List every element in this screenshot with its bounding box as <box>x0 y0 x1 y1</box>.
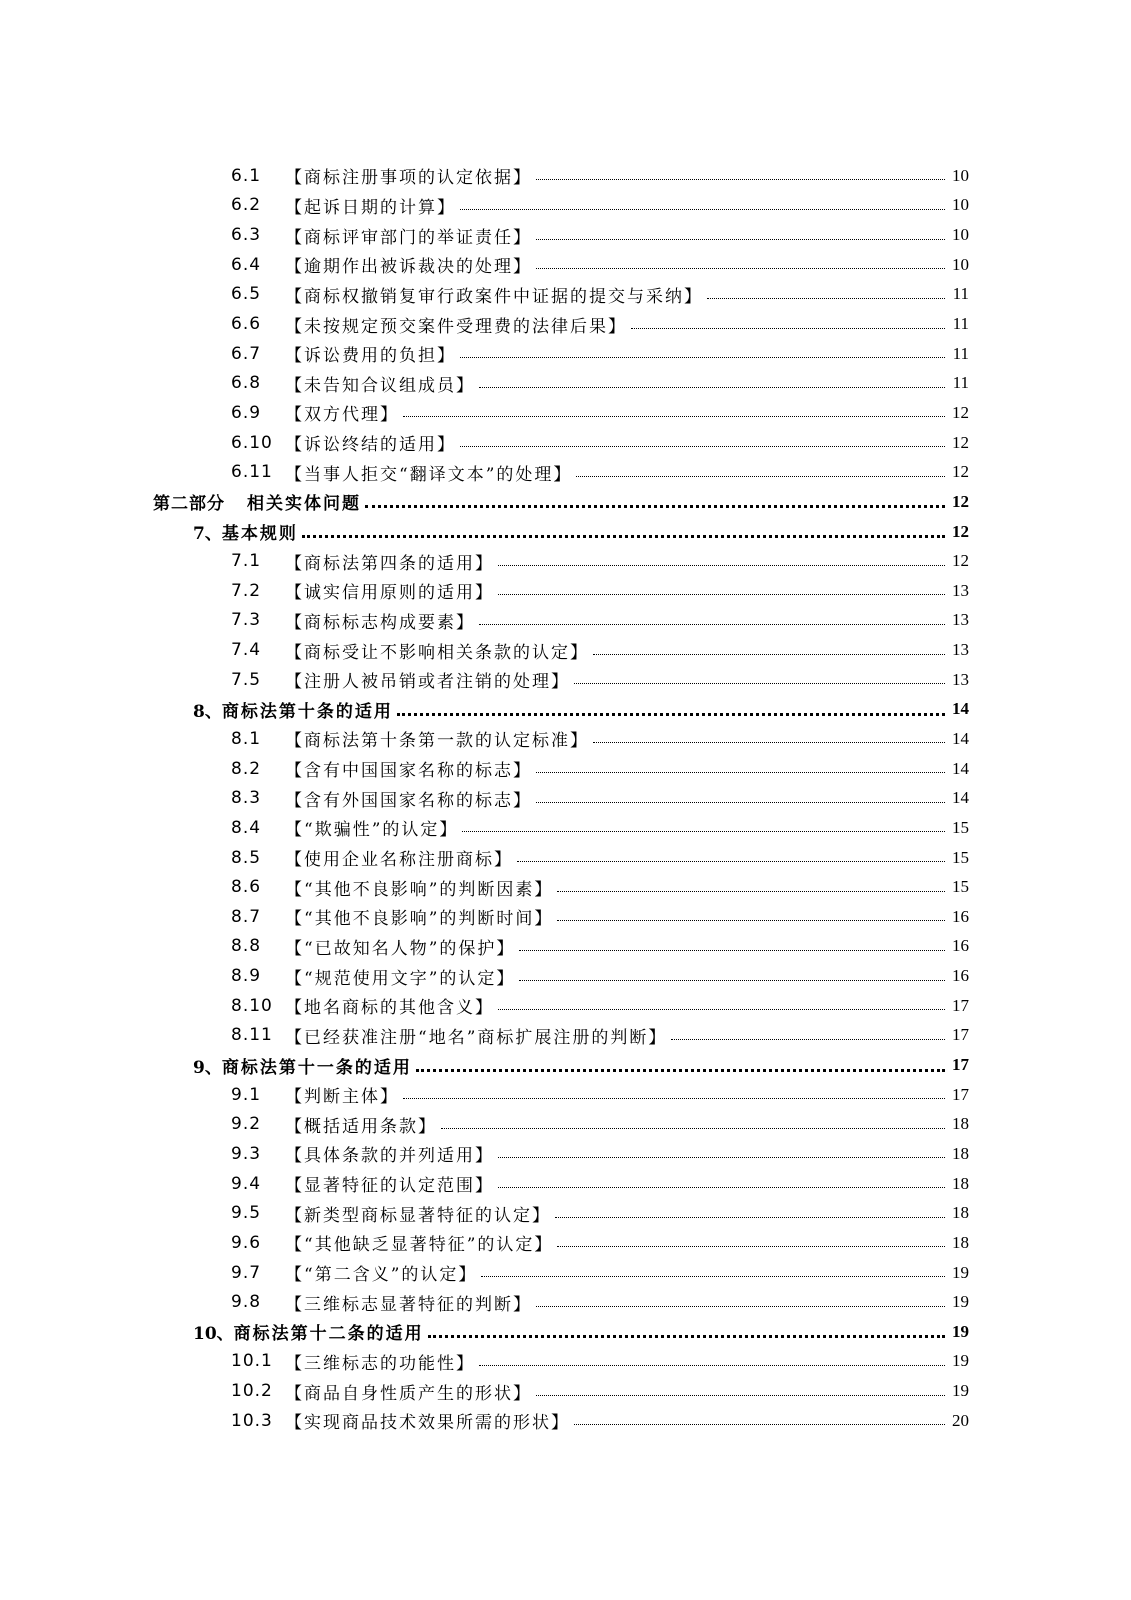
toc-entry-number: 7、 <box>193 524 222 544</box>
toc-entry-page-number: 17 <box>952 995 969 1015</box>
toc-entry-title: 【概括适用条款】 <box>285 1116 437 1137</box>
toc-entry-page-number: 17 <box>952 1055 969 1075</box>
toc-entry[interactable] <box>231 667 969 692</box>
dot-leader <box>593 654 945 655</box>
toc-entry[interactable] <box>193 697 969 722</box>
toc-entry-number: 8.5 <box>231 847 262 868</box>
toc-entry-page-number: 18 <box>952 1143 969 1163</box>
toc-row <box>0 1050 1131 1080</box>
toc-entry-title: 【商标评审部门的举证责任】 <box>285 227 532 248</box>
dot-leader <box>498 565 945 566</box>
dot-leader <box>302 535 945 538</box>
table-of-contents <box>0 161 1131 1436</box>
toc-entry-title: 【注册人被吊销或者注销的处理】 <box>285 672 570 693</box>
toc-row <box>0 250 1131 280</box>
dot-leader <box>536 239 945 240</box>
toc-entry-page-number: 11 <box>952 373 969 393</box>
toc-entry-page-number: 13 <box>952 580 969 600</box>
dot-leader <box>536 179 945 180</box>
dot-leader <box>555 1217 945 1218</box>
toc-entry-page-number: 15 <box>952 847 969 867</box>
toc-entry-number: 8.4 <box>231 817 262 838</box>
toc-entry-title: 【双方代理】 <box>285 405 399 426</box>
toc-entry-number: 7.4 <box>231 640 262 661</box>
toc-row <box>0 368 1131 398</box>
toc-entry-page-number: 10 <box>952 225 969 245</box>
toc-entry-title: 基本规则 <box>221 524 298 544</box>
toc-entry-page-number: 17 <box>952 1025 969 1045</box>
dot-leader <box>479 624 945 625</box>
toc-entry-page-number: 19 <box>952 1381 969 1401</box>
toc-entry-page-number: 18 <box>952 1114 969 1134</box>
toc-entry-number: 6.2 <box>231 195 262 216</box>
toc-row <box>0 665 1131 695</box>
toc-entry-page-number: 14 <box>952 758 969 778</box>
toc-entry-title: 【逾期作出被诉裁决的处理】 <box>285 257 532 278</box>
toc-entry-page-number: 12 <box>952 402 969 422</box>
toc-entry-title: 【诉讼终结的适用】 <box>285 435 456 456</box>
toc-entry-title: 【显著特征的认定范围】 <box>285 1176 494 1197</box>
toc-entry-page-number: 14 <box>952 788 969 808</box>
toc-entry-number: 8.9 <box>231 966 262 987</box>
toc-row <box>0 428 1131 458</box>
dot-leader <box>498 1157 945 1158</box>
toc-entry[interactable] <box>231 1408 969 1433</box>
toc-row <box>0 1198 1131 1228</box>
toc-row <box>0 1169 1131 1199</box>
toc-entry[interactable] <box>231 964 969 989</box>
toc-entry-page-number: 10 <box>952 254 969 274</box>
dot-leader <box>536 268 945 269</box>
toc-entry-title: 【使用企业名称注册商标】 <box>285 850 513 871</box>
toc-row <box>0 872 1131 902</box>
toc-entry-number: 第二部分 <box>153 494 225 515</box>
toc-entry-page-number: 10 <box>952 195 969 215</box>
toc-entry[interactable] <box>231 993 969 1018</box>
toc-entry-number: 9.7 <box>231 1262 262 1283</box>
toc-entry-title: 【判断主体】 <box>285 1087 399 1108</box>
toc-entry-page-number: 18 <box>952 1173 969 1193</box>
toc-entry[interactable] <box>231 341 969 366</box>
toc-entry-title: 【商标标志构成要素】 <box>285 612 475 633</box>
toc-row <box>0 220 1131 250</box>
toc-entry-title: 【“欺骗性”的认定】 <box>285 820 459 841</box>
toc-row <box>0 635 1131 665</box>
toc-entry-page-number: 16 <box>952 966 969 986</box>
toc-entry-title: 【“其他不良影响”的判断时间】 <box>285 909 554 930</box>
toc-entry-number: 6.7 <box>231 343 262 364</box>
dot-leader <box>593 742 945 743</box>
toc-entry-title: 【具体条款的并列适用】 <box>285 1146 494 1167</box>
toc-entry-number: 8.3 <box>231 788 262 809</box>
dot-leader <box>517 861 945 862</box>
toc-row <box>0 1228 1131 1258</box>
toc-entry-number: 6.8 <box>231 373 262 394</box>
dot-leader <box>576 476 945 477</box>
toc-entry[interactable] <box>231 638 969 663</box>
toc-entry-title: 【商标受让不影响相关条款的认定】 <box>285 642 589 663</box>
toc-entry-title: 【“第二含义”的认定】 <box>285 1265 478 1286</box>
toc-entry-page-number: 18 <box>952 1203 969 1223</box>
toc-entry[interactable] <box>231 1082 969 1107</box>
toc-entry-title: 【起诉日期的计算】 <box>285 197 456 218</box>
dot-leader <box>479 1365 945 1366</box>
toc-entry-title: 【未按规定预交案件受理费的法律后果】 <box>285 316 627 337</box>
toc-row <box>0 1139 1131 1169</box>
toc-entry-number: 8、 <box>193 701 222 722</box>
toc-entry-title: 【当事人拒交“翻译文本”的处理】 <box>285 464 573 485</box>
toc-entry-number: 9.6 <box>231 1232 262 1253</box>
toc-row <box>0 576 1131 606</box>
toc-entry[interactable] <box>231 608 969 633</box>
toc-entry-page-number: 17 <box>952 1084 969 1104</box>
toc-entry-page-number: 16 <box>952 906 969 926</box>
toc-entry-page-number: 12 <box>952 551 969 571</box>
dot-leader <box>536 1306 945 1307</box>
toc-entry-page-number: 16 <box>952 936 969 956</box>
toc-entry-page-number: 14 <box>952 728 969 748</box>
toc-entry-number: 8.7 <box>231 906 262 927</box>
toc-row <box>0 1080 1131 1110</box>
dot-leader <box>707 298 945 299</box>
toc-entry[interactable] <box>231 1171 969 1196</box>
toc-entry[interactable] <box>231 549 969 574</box>
toc-row <box>0 309 1131 339</box>
toc-entry-title: 【三维标志的功能性】 <box>285 1353 475 1374</box>
toc-entry-number: 8.8 <box>231 936 262 957</box>
dot-leader <box>460 446 945 447</box>
toc-entry[interactable] <box>231 400 969 425</box>
toc-row <box>0 398 1131 428</box>
toc-row <box>0 932 1131 962</box>
dot-leader <box>481 1276 945 1277</box>
dot-leader <box>498 1187 945 1188</box>
toc-entry-number: 10、 <box>193 1324 234 1345</box>
dot-leader <box>519 950 945 951</box>
toc-entry[interactable] <box>231 1141 969 1166</box>
toc-entry-page-number: 12 <box>952 462 969 482</box>
toc-entry-title: 【新类型商标显著特征的认定】 <box>285 1205 551 1226</box>
toc-entry[interactable] <box>153 489 969 514</box>
toc-row <box>0 1258 1131 1288</box>
toc-row <box>0 813 1131 843</box>
toc-entry-number: 10.3 <box>231 1410 273 1431</box>
toc-entry-title: 【诉讼费用的负担】 <box>285 346 456 367</box>
toc-entry-number: 6.6 <box>231 314 262 335</box>
dot-leader <box>519 980 945 981</box>
toc-entry[interactable] <box>193 1053 969 1078</box>
toc-row <box>0 1376 1131 1406</box>
toc-entry[interactable] <box>231 282 969 307</box>
toc-entry-title: 【已经获准注册“地名”商标扩展注册的判断】 <box>285 1027 668 1048</box>
toc-row <box>0 1021 1131 1051</box>
dot-leader <box>536 802 945 803</box>
toc-entry[interactable] <box>231 1260 969 1285</box>
dot-leader <box>498 594 945 595</box>
toc-entry-number: 6.3 <box>231 225 262 246</box>
toc-row <box>0 991 1131 1021</box>
toc-row <box>0 695 1131 725</box>
dot-leader <box>397 713 945 716</box>
toc-entry[interactable] <box>231 1230 969 1255</box>
toc-entry-title: 【“其他不良影响”的判断因素】 <box>285 879 554 900</box>
toc-entry[interactable] <box>231 223 969 248</box>
toc-entry-number: 9.8 <box>231 1292 262 1313</box>
toc-entry-page-number: 13 <box>952 610 969 630</box>
dot-leader <box>498 1009 945 1010</box>
toc-entry-title: 【三维标志显著特征的判断】 <box>285 1294 532 1315</box>
toc-entry-page-number: 13 <box>952 669 969 689</box>
toc-entry-number: 8.1 <box>231 728 262 749</box>
toc-entry-title: 【实现商品技术效果所需的形状】 <box>285 1413 570 1434</box>
toc-entry[interactable] <box>231 252 969 277</box>
dot-leader <box>557 891 945 892</box>
toc-entry-number: 10.2 <box>231 1381 273 1402</box>
toc-entry-page-number: 18 <box>952 1232 969 1252</box>
toc-row <box>0 517 1131 547</box>
toc-entry-title: 【诚实信用原则的适用】 <box>285 583 494 604</box>
toc-row <box>0 1287 1131 1317</box>
toc-entry-page-number: 13 <box>952 640 969 660</box>
toc-entry[interactable] <box>231 1349 969 1374</box>
toc-entry-number: 7.3 <box>231 610 262 631</box>
toc-entry-title: 相关实体问题 <box>247 494 361 515</box>
dot-leader <box>574 1424 945 1425</box>
toc-row <box>0 546 1131 576</box>
toc-entry-page-number: 20 <box>952 1410 969 1430</box>
toc-entry-title: 【含有外国国家名称的标志】 <box>285 790 532 811</box>
dot-leader <box>441 1128 945 1129</box>
toc-entry-title: 【商标法第四条的适用】 <box>285 553 494 574</box>
toc-row <box>0 161 1131 191</box>
toc-row <box>0 1406 1131 1436</box>
toc-row <box>0 843 1131 873</box>
dot-leader <box>574 683 945 684</box>
toc-entry-number: 9.1 <box>231 1084 262 1105</box>
toc-entry[interactable] <box>231 193 969 218</box>
toc-entry[interactable] <box>231 371 969 396</box>
toc-entry-number: 6.5 <box>231 284 262 305</box>
toc-row <box>0 487 1131 517</box>
toc-row <box>0 724 1131 754</box>
toc-entry-number: 6.11 <box>231 462 273 483</box>
toc-entry-number: 8.10 <box>231 995 273 1016</box>
toc-entry-title: 商标法第十一条的适用 <box>221 1057 412 1078</box>
toc-entry-number: 7.1 <box>231 551 262 572</box>
toc-row <box>0 961 1131 991</box>
toc-entry[interactable] <box>231 312 969 337</box>
dot-leader <box>403 1098 945 1099</box>
toc-entry[interactable] <box>231 578 969 603</box>
dot-leader <box>365 505 945 508</box>
toc-entry-title: 【地名商标的其他含义】 <box>285 998 494 1019</box>
toc-entry-page-number: 10 <box>952 165 969 185</box>
toc-entry-title: 【商标注册事项的认定依据】 <box>285 168 532 189</box>
dot-leader <box>428 1335 945 1338</box>
toc-entry-page-number: 19 <box>952 1262 969 1282</box>
toc-row <box>0 457 1131 487</box>
dot-leader <box>479 387 945 388</box>
toc-entry-number: 9.5 <box>231 1203 262 1224</box>
toc-entry-page-number: 19 <box>952 1292 969 1312</box>
toc-entry-page-number: 19 <box>952 1351 969 1371</box>
toc-entry-title: 商标法第十二条的适用 <box>233 1324 424 1345</box>
toc-entry-page-number: 12 <box>952 491 969 511</box>
toc-row <box>0 754 1131 784</box>
toc-entry-title: 【“规范使用文字”的认定】 <box>285 968 516 989</box>
toc-row <box>0 902 1131 932</box>
toc-entry-title: 【含有中国国家名称的标志】 <box>285 761 532 782</box>
toc-entry-number: 7.5 <box>231 669 262 690</box>
toc-entry[interactable] <box>231 1290 969 1315</box>
toc-entry-title: 商标法第十条的适用 <box>221 701 393 722</box>
toc-entry-title: 【商标法第十条第一款的认定标准】 <box>285 731 589 752</box>
dot-leader <box>536 1395 945 1396</box>
dot-leader <box>557 920 945 921</box>
toc-entry[interactable] <box>231 845 969 870</box>
toc-entry-page-number: 11 <box>952 314 969 334</box>
toc-entry-number: 6.4 <box>231 254 262 275</box>
toc-entry[interactable] <box>231 934 969 959</box>
toc-row <box>0 1347 1131 1377</box>
toc-entry[interactable] <box>231 460 969 485</box>
toc-row <box>0 783 1131 813</box>
toc-entry-number: 9、 <box>193 1057 222 1078</box>
toc-entry-number: 8.11 <box>231 1025 273 1046</box>
toc-entry-page-number: 14 <box>952 699 969 719</box>
toc-entry[interactable] <box>231 163 969 188</box>
toc-entry[interactable] <box>231 726 969 751</box>
toc-entry-title: 【“已故知名人物”的保护】 <box>285 938 516 959</box>
toc-entry[interactable] <box>231 1201 969 1226</box>
toc-row <box>0 606 1131 636</box>
toc-entry-page-number: 19 <box>952 1321 969 1341</box>
toc-entry-page-number: 11 <box>952 284 969 304</box>
toc-entry[interactable] <box>231 904 969 929</box>
toc-row <box>0 1110 1131 1140</box>
toc-entry[interactable] <box>231 815 969 840</box>
toc-row <box>0 191 1131 221</box>
toc-entry-page-number: 15 <box>952 817 969 837</box>
toc-entry[interactable] <box>193 519 969 544</box>
toc-entry-title: 【未告知合议组成员】 <box>285 375 475 396</box>
toc-entry-page-number: 15 <box>952 877 969 897</box>
toc-entry-number: 6.1 <box>231 165 262 186</box>
dot-leader <box>460 357 945 358</box>
toc-entry[interactable] <box>231 430 969 455</box>
toc-entry-number: 9.3 <box>231 1143 262 1164</box>
toc-entry-page-number: 12 <box>952 432 969 452</box>
toc-entry[interactable] <box>231 1023 969 1048</box>
toc-entry-number: 10.1 <box>231 1351 273 1372</box>
dot-leader <box>671 1039 945 1040</box>
dot-leader <box>536 772 945 773</box>
toc-entry-number: 9.2 <box>231 1114 262 1135</box>
toc-entry-number: 6.10 <box>231 432 273 453</box>
dot-leader <box>416 1069 945 1072</box>
toc-entry[interactable] <box>193 1319 969 1344</box>
toc-entry[interactable] <box>231 786 969 811</box>
toc-entry-title: 【“其他缺乏显著特征”的认定】 <box>285 1235 554 1256</box>
toc-entry-title: 【商品自身性质产生的形状】 <box>285 1383 532 1404</box>
dot-leader <box>460 209 945 210</box>
toc-entry-title: 【商标权撤销复审行政案件中证据的提交与采纳】 <box>285 286 703 307</box>
toc-entry-number: 7.2 <box>231 580 262 601</box>
dot-leader <box>557 1246 945 1247</box>
toc-entry[interactable] <box>231 875 969 900</box>
toc-entry[interactable] <box>231 1379 969 1404</box>
toc-entry[interactable] <box>231 756 969 781</box>
toc-entry-number: 8.6 <box>231 877 262 898</box>
toc-entry-page-number: 12 <box>952 521 969 541</box>
dot-leader <box>631 328 945 329</box>
toc-entry-page-number: 11 <box>952 343 969 363</box>
toc-entry[interactable] <box>231 1112 969 1137</box>
toc-row <box>0 339 1131 369</box>
toc-entry-number: 8.2 <box>231 758 262 779</box>
toc-row <box>0 1317 1131 1347</box>
dot-leader <box>462 831 945 832</box>
toc-row <box>0 280 1131 310</box>
toc-entry-number: 9.4 <box>231 1173 262 1194</box>
toc-entry-number: 6.9 <box>231 402 262 423</box>
dot-leader <box>403 416 945 417</box>
